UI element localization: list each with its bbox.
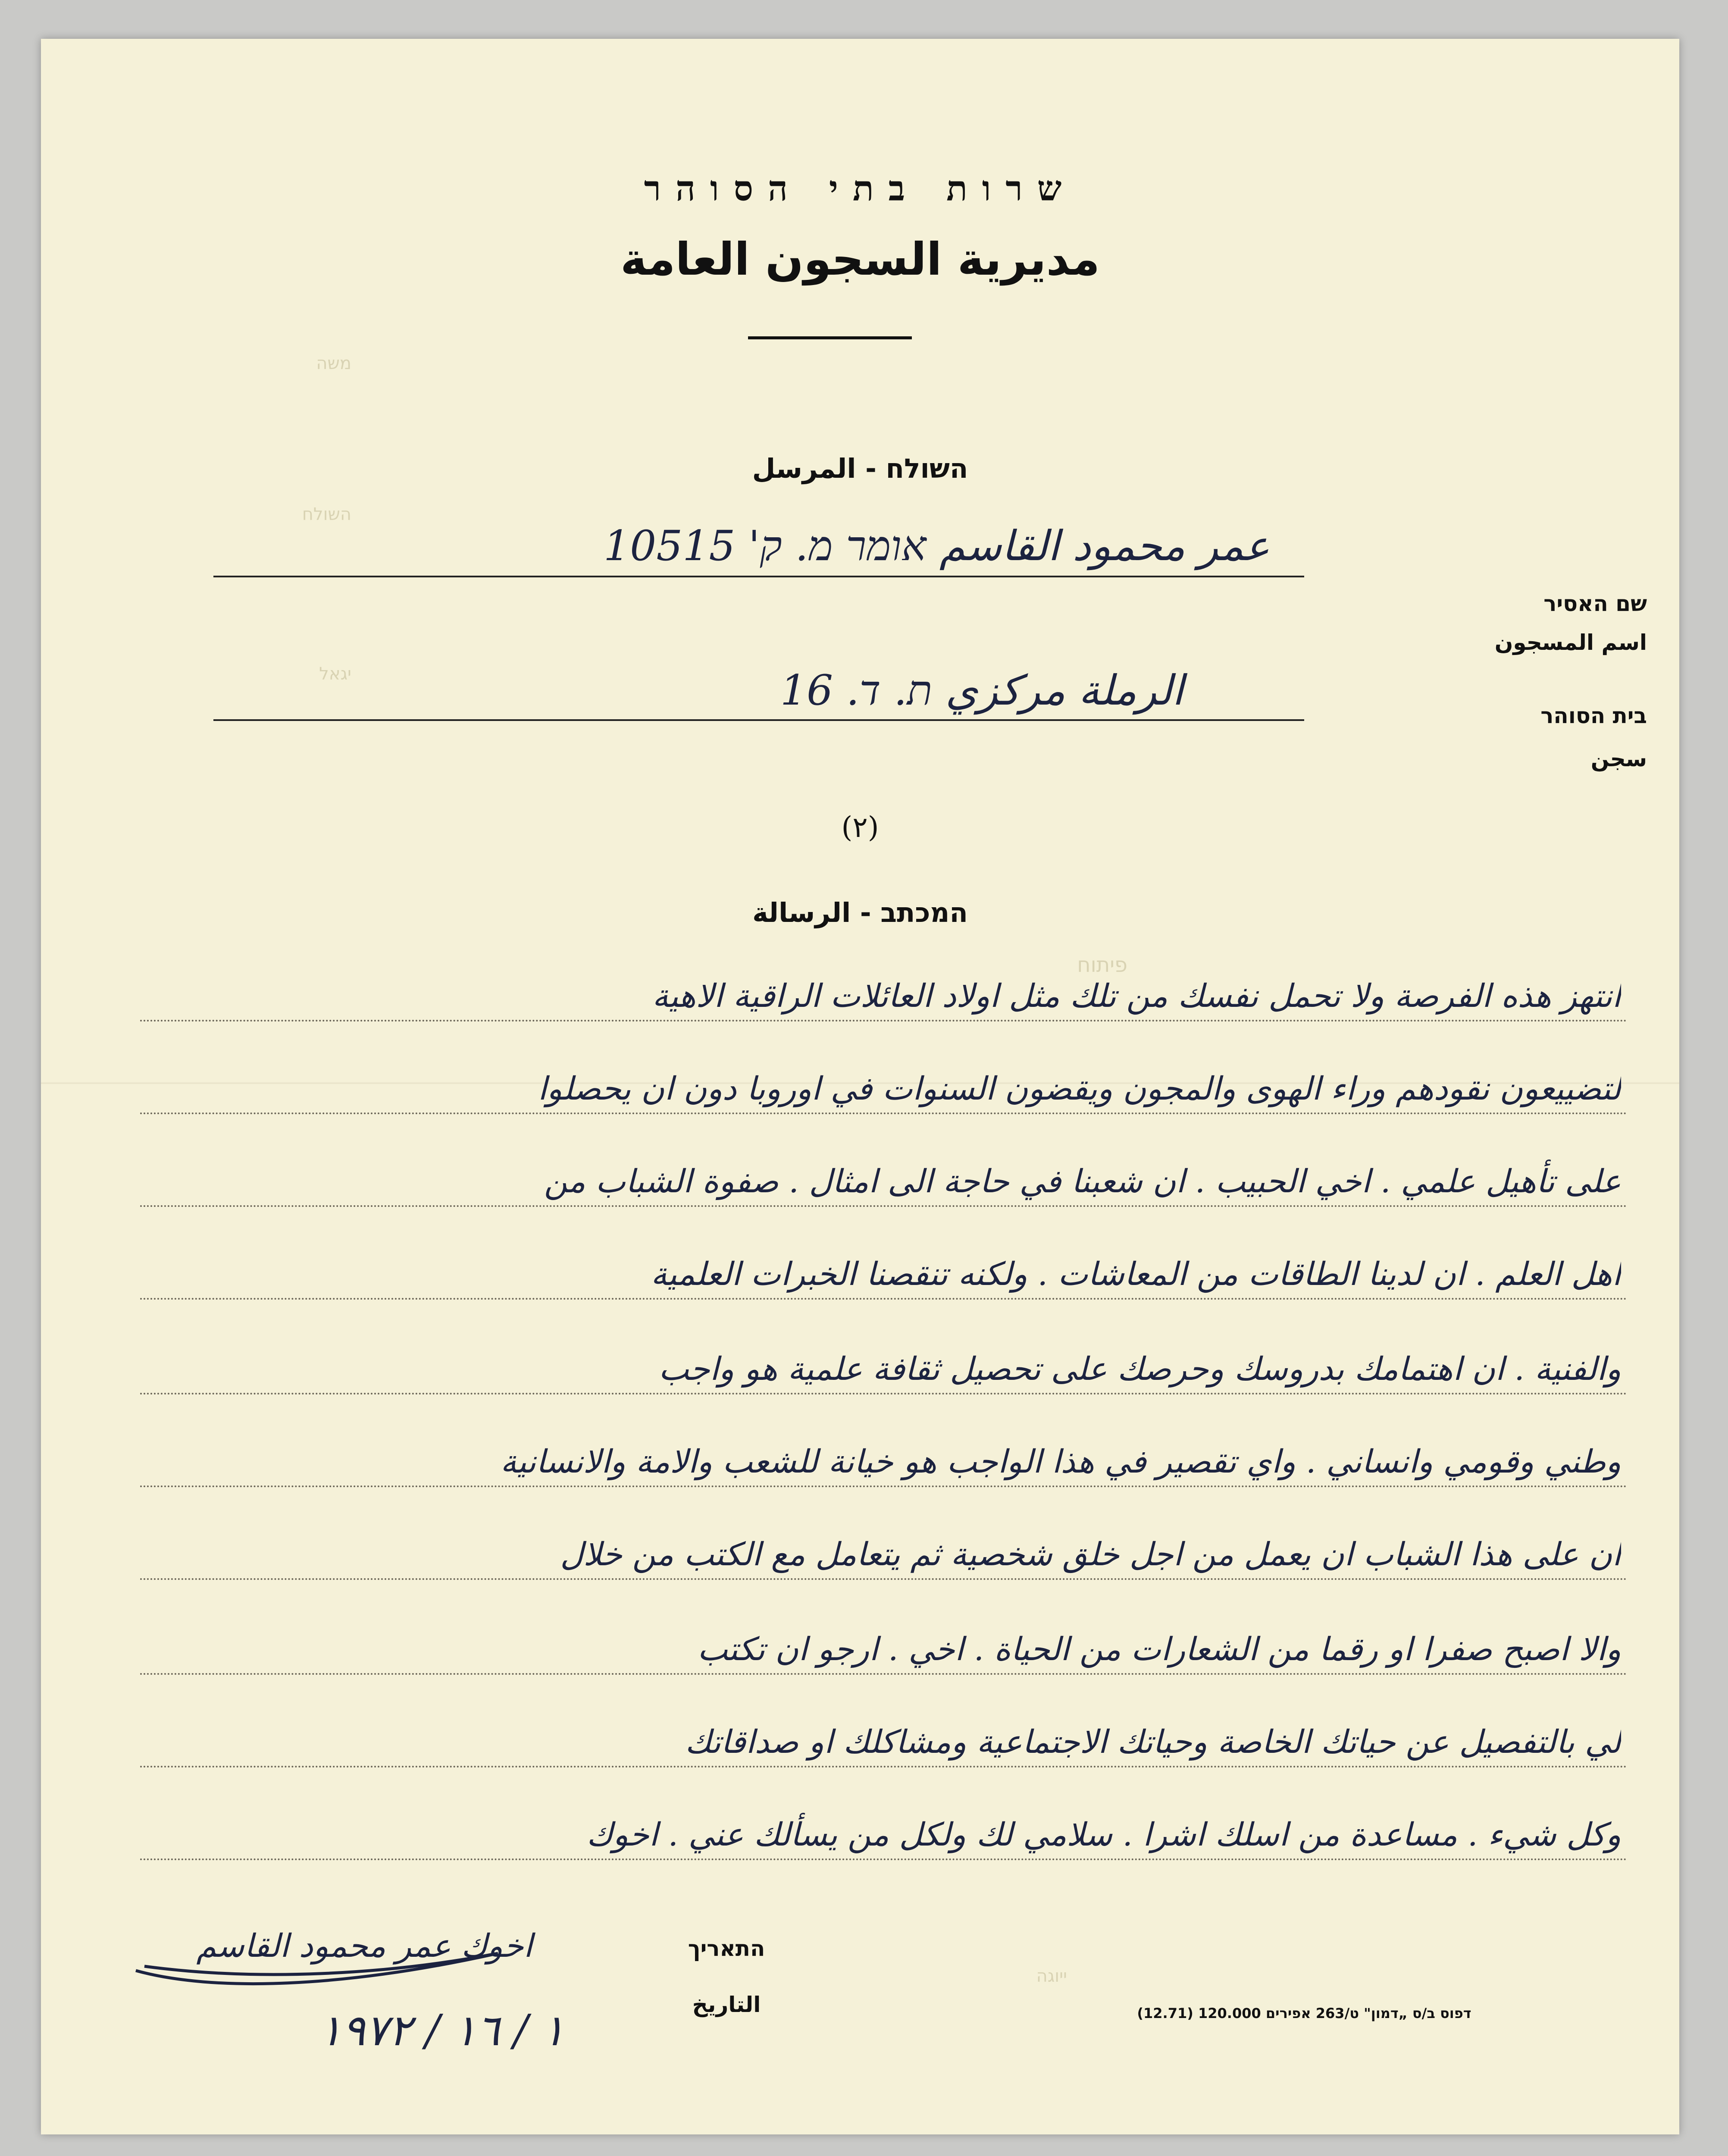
letter-line: وكل شيء . مساعدة من اسلك اشرا . سلامي لك ولكل من يسألك عني . اخوك — [586, 1816, 1621, 1853]
ruled-line — [140, 1766, 1628, 1767]
prison-value: الرملة مركزي ת. ד. 16 — [780, 666, 1183, 714]
ruled-line — [140, 1205, 1628, 1207]
header-divider — [748, 336, 912, 339]
letter-line: على تأهيل علمي . اخي الحبيب . ان شعبنا في حاجة الى امثال . صفوة الشباب من — [544, 1163, 1621, 1200]
ruled-line — [140, 1485, 1628, 1487]
ghost-text: פיתוח — [1077, 953, 1127, 977]
letter-line: والفنية . ان اهتمامك بدروسك وحرصك على تحصيل ثقافة علمية هو واجب — [658, 1351, 1621, 1388]
ruled-line — [140, 1020, 1628, 1022]
letter-line: انتهز هذه الفرصة ولا تحمل نفسك من تلك مثل اولاد العائلات الراقية الاهية — [652, 978, 1621, 1015]
prisoner-name-label-ar: اسم المسجون — [1494, 630, 1647, 655]
ruled-line — [140, 1393, 1628, 1395]
prison-label-he: בית הסוהר — [1540, 703, 1647, 728]
ruled-line — [140, 1673, 1628, 1675]
letter-line: وطني وقومي وانساني . واي تقصير في هذا الواجب هو خيانة للشعب والامة والانسانية — [500, 1443, 1621, 1480]
letter-line: ان على هذا الشباب ان يعمل من اجل خلق شخصية ثم يتعامل مع الكتب من خلال — [560, 1536, 1621, 1573]
letter-line: اهل العلم . ان لدينا الطاقات من المعاشات . ولكنه تنقصنا الخبرات العلمية — [651, 1256, 1621, 1293]
letter-line: لتضييعون نقودهم وراء الهوى والمجون ويقضون السنوات في اوروبا دون ان يحصلوا — [538, 1070, 1621, 1107]
ghost-text: השולח — [302, 505, 351, 524]
letter-line: والا اصبح صفرا او رقما من الشعارات من الحياة . اخي . ارجو ان تكتب — [697, 1631, 1621, 1668]
letter-line: لي بالتفصيل عن حياتك الخاصة وحياتك الاجتماعية ومشاكلك او صداقاتك — [685, 1724, 1621, 1761]
printer-note: דפוס ב/ס „דמון" ט/263 אפירים 120.000 (12.71) — [1137, 2005, 1471, 2021]
prison-label-ar: سجن — [1590, 746, 1647, 771]
signature-flourish — [127, 1940, 515, 1992]
signature: اخوك عمر محمود القاسم — [196, 1927, 532, 1965]
letter-sheet — [41, 39, 1679, 2134]
date-label-ar: التاريخ — [692, 1992, 761, 2017]
ghost-text: משה — [316, 354, 351, 373]
header-arabic: مديرية السجون العامة — [620, 233, 1100, 285]
ghost-text: ייוגה — [1036, 1966, 1067, 1986]
sender-title: השולח - المرسل — [752, 453, 968, 484]
header-hebrew: שרות בתי הסוהר — [644, 168, 1077, 209]
prisoner-name-value: عمر محمود القاسم אומר מ. ק' 10515 — [604, 522, 1270, 570]
letter-title: המכתב - الرسالة — [752, 897, 968, 928]
ruled-line — [140, 1298, 1628, 1300]
ruled-line — [140, 1112, 1628, 1114]
prison-line — [213, 719, 1304, 721]
prisoner-name-label-he: שם האסיר — [1543, 591, 1647, 616]
ruled-line — [140, 1858, 1628, 1860]
date-value: ١ / ١٦ / ١٩٧٢ — [319, 2005, 565, 2056]
prisoner-name-line — [213, 576, 1304, 577]
page-number: (٢) — [841, 811, 879, 844]
ghost-text: יגאל — [319, 664, 351, 684]
date-label-he: התאריך — [688, 1936, 765, 1961]
ruled-line — [140, 1578, 1628, 1580]
